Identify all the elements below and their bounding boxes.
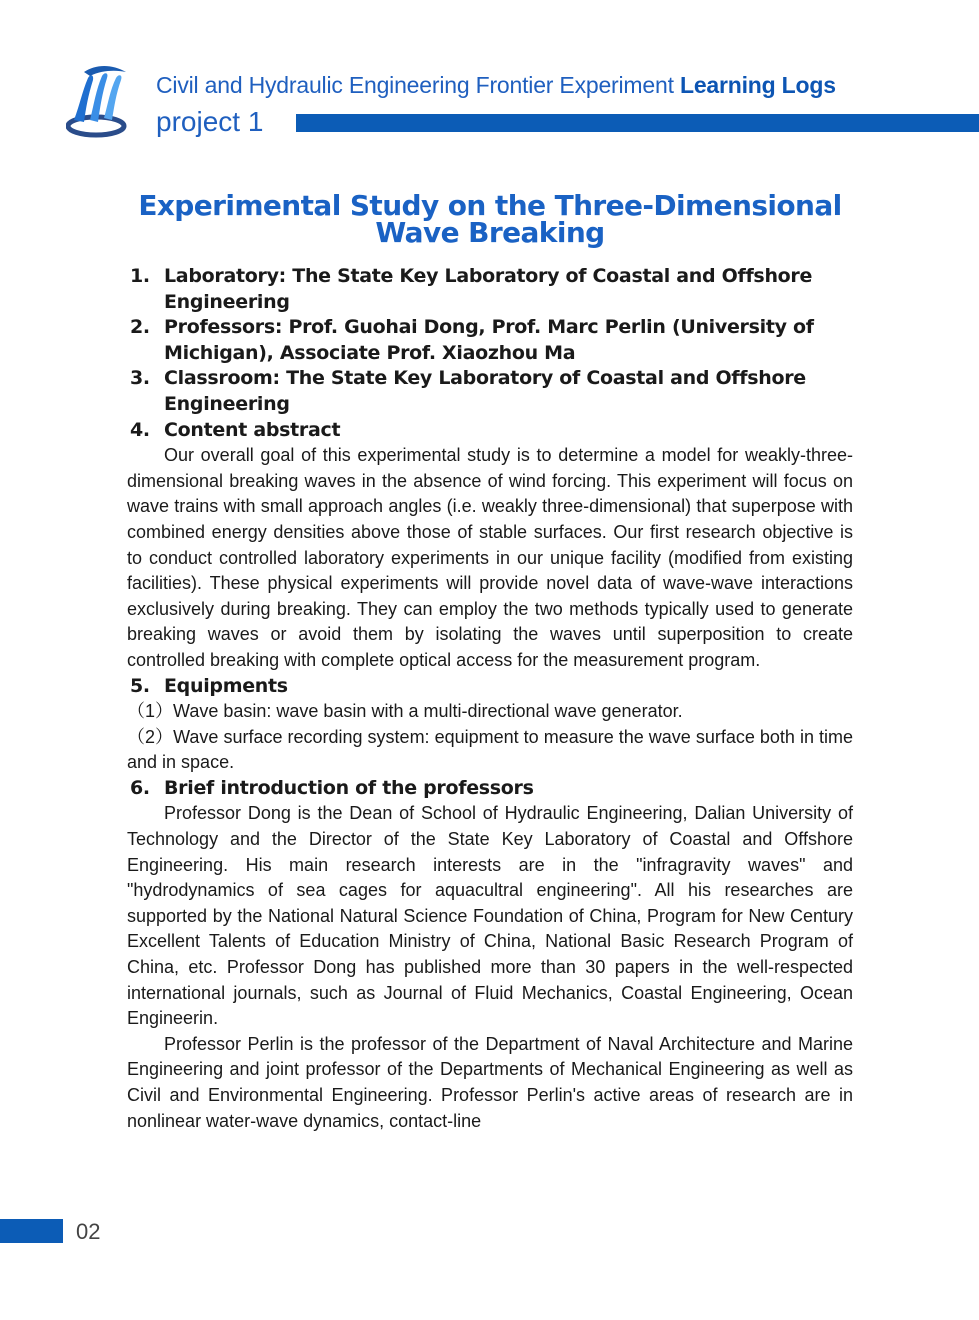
series-title-prefix: Civil and Hydraulic Engineering Frontier Experiment [156, 72, 674, 98]
main-content [127, 264, 853, 1134]
section-number: 6. [130, 776, 150, 799]
section-heading [127, 315, 853, 366]
equipment-item: （1）Wave basin: wave basin with a multi-directional wave generator. [127, 701, 683, 722]
page-number-bar [0, 1219, 63, 1243]
section-text: Classroom: The State Key Laboratory of Coastal and Offshore Engineering [164, 367, 806, 415]
professor-paragraph: Professor Perlin is the professor of the Department of Naval Architecture and Marine Engineering and joint professor of the Departments of Mechanical Engineering as well as Civil and Environmental Engineering. Professor Perlin's active areas of research are in nonlinear water-wave dynamics, contact-line [127, 1033, 853, 1131]
header-bar [296, 114, 979, 132]
section-number: 3. [130, 367, 150, 390]
series-title [156, 72, 836, 99]
page-title [127, 189, 853, 249]
page-number: 02 [76, 1219, 101, 1244]
section-number: 1. [130, 265, 150, 287]
section-heading [127, 674, 853, 700]
series-title-emphasis: Learning Logs [679, 72, 836, 98]
section-heading [127, 418, 853, 444]
section-text: Professors: Prof. Guohai Dong, Prof. Marc Perlin (University of Michigan), Associate Prof. Xiaozhou Ma [164, 316, 814, 364]
page-title-line2: Wave Breaking [375, 216, 605, 249]
section-number: 5. [130, 674, 150, 697]
equipment-item: （2）Wave surface recording system: equipment to measure the wave surface both in time and in space. [127, 726, 853, 773]
section-heading [127, 366, 853, 417]
section-heading [127, 264, 853, 315]
section-text: Laboratory: The State Key Laboratory of Coastal and Offshore Engineering [164, 265, 813, 313]
section-text: Content abstract [164, 418, 341, 441]
section-text: Brief introduction of the professors [164, 776, 534, 799]
page-title-line1: Experimental Study on the Three-Dimensional [138, 189, 842, 222]
professor-paragraph: Professor Dong is the Dean of School of Hydraulic Engineering, Dalian University of Technology and the Director of the State Key Laboratory of Coastal and Offshore Engineering. His main research interests are in the "infragravity waves" and "hydrodynamics of sea cages for aquacultral engineering". All his researches are supported by the National Natural Science Foundation of China, Program for New Century Excellent Talents of Education Ministry of China, National Basic Research Program of China, etc. Professor Dong has published more than 30 papers in the well-respected international journals, such as Journal of Fluid Mechanics, Coastal Engineering, Ocean Engineerin. [127, 803, 853, 1029]
section-number: 2. [130, 316, 150, 339]
section-number: 4. [130, 418, 150, 441]
section-heading [127, 776, 853, 802]
section-text: Equipments [164, 674, 288, 697]
logo-icon [66, 64, 130, 140]
abstract-paragraph: Our overall goal of this experimental study is to determine a model for weakly-three-dimensional breaking waves in the absence of wind forcing. This experiment will focus on wave trains with small approach angles (i.e. weakly three-dimensional) that superpose with combined energy densities above those of stable surfaces. Our first research objective is to conduct controlled laboratory experiments in our unique facility (modified from existing facilities). These physical experiments will provide novel data of wave-wave interactions exclusively during breaking. They can employ the two methods typically used to generate breaking waves or avoid them by isolating the waves until superposition to create controlled breaking with complete optical access for the measurement program. [127, 445, 853, 670]
project-label: project 1 [156, 106, 264, 137]
